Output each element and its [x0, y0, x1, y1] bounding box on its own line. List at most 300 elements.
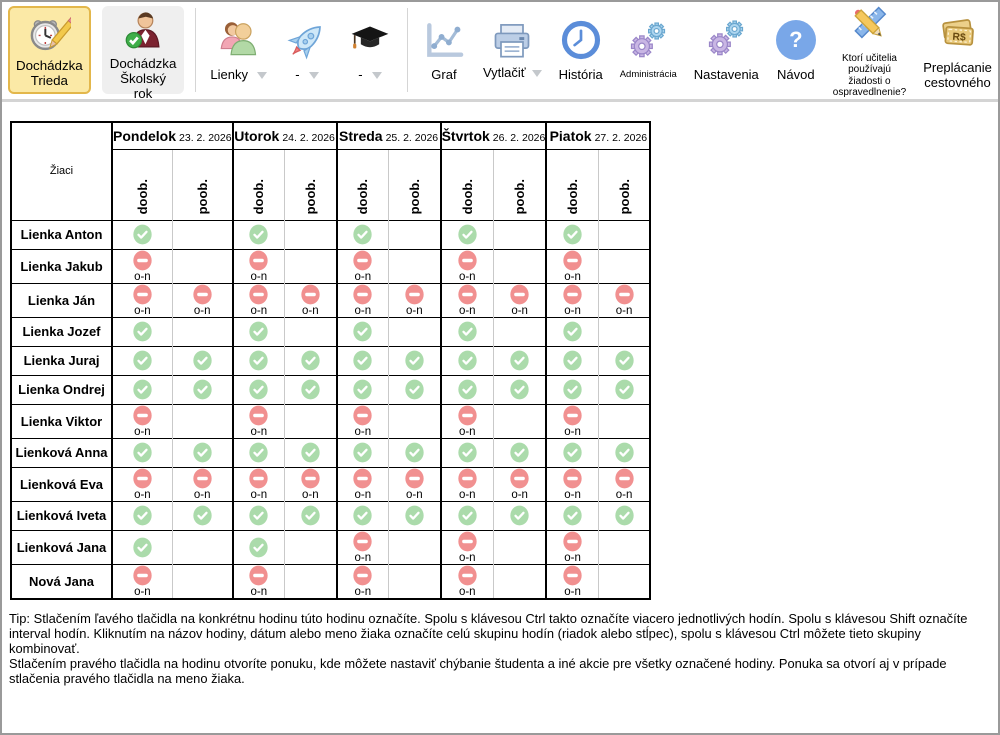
alarm-clock-pencil-icon	[27, 43, 71, 58]
attendance-cell[interactable]	[441, 220, 494, 249]
absence-type-label: o-n	[302, 304, 319, 317]
absence-type-label: o-n	[406, 488, 423, 501]
session-header-poob[interactable]: poob.	[493, 149, 546, 220]
attendance-cell[interactable]	[546, 283, 598, 317]
attendance-cell[interactable]	[441, 375, 494, 404]
absence-type-label: o-n	[406, 304, 423, 317]
student-row	[11, 220, 650, 249]
absent-icon	[248, 565, 269, 586]
present-icon	[132, 379, 153, 400]
absent-icon	[457, 531, 478, 552]
attendance-cell[interactable]	[389, 375, 441, 404]
session-header-doob[interactable]: doob.	[546, 149, 598, 220]
absence-type-label: o-n	[354, 270, 372, 283]
present-icon	[352, 321, 373, 342]
absence-type-label: o-n	[354, 585, 372, 598]
attendance-cell[interactable]	[172, 317, 232, 346]
present-icon	[457, 321, 478, 342]
absent-icon	[300, 468, 321, 489]
present-icon	[562, 321, 583, 342]
student-name[interactable]: Lienka Juraj	[11, 346, 112, 375]
present-icon	[132, 321, 153, 342]
attendance-cell[interactable]	[441, 467, 494, 501]
students-corner-label: Žiaci	[49, 165, 74, 178]
attendance-cell[interactable]	[285, 249, 337, 283]
absence-type-label: o-n	[250, 270, 268, 283]
student-name[interactable]: Lienka Viktor	[11, 404, 112, 438]
attendance-cell[interactable]	[441, 283, 494, 317]
absence-type-label: o-n	[250, 488, 268, 501]
attendance-cell[interactable]	[112, 375, 172, 404]
present-icon	[404, 379, 425, 400]
student-name[interactable]: Lienková Anna	[11, 438, 112, 467]
student-row	[11, 501, 650, 530]
attendance-cell[interactable]	[337, 375, 389, 404]
attendance-cell[interactable]	[337, 564, 389, 599]
attendance-cell[interactable]	[172, 467, 232, 501]
attendance-cell[interactable]	[112, 346, 172, 375]
attendance-cell[interactable]	[233, 220, 285, 249]
absence-type-label: o-n	[564, 585, 581, 598]
attendance-cell[interactable]	[389, 438, 441, 467]
student-name[interactable]: Lienka Jakub	[11, 249, 112, 283]
attendance-cell[interactable]	[112, 283, 172, 317]
attendance-cell[interactable]	[285, 501, 337, 530]
absent-icon	[192, 284, 213, 305]
attendance-cell[interactable]	[598, 467, 650, 501]
attendance-cell[interactable]	[389, 467, 441, 501]
attendance-cell[interactable]	[546, 346, 598, 375]
attendance-cell[interactable]	[546, 249, 598, 283]
absence-type-label: o-n	[564, 304, 581, 317]
session-header-poob[interactable]: poob.	[285, 149, 337, 220]
attendance-cell[interactable]	[233, 501, 285, 530]
present-icon	[352, 442, 373, 463]
attendance-cell[interactable]	[389, 530, 441, 564]
absence-type-label: o-n	[134, 304, 151, 317]
absent-icon	[614, 284, 635, 305]
present-icon	[300, 350, 321, 371]
ziadosti-button[interactable]	[830, 0, 909, 100]
graf-button[interactable]	[419, 14, 469, 85]
attendance-cell[interactable]	[441, 249, 494, 283]
absent-icon	[300, 284, 321, 305]
absence-type-label: o-n	[354, 551, 372, 564]
present-icon	[300, 379, 321, 400]
attendance-cell[interactable]	[285, 467, 337, 501]
attendance-cell[interactable]	[112, 220, 172, 249]
attendance-cell[interactable]	[389, 220, 441, 249]
attendance-cell[interactable]	[441, 317, 494, 346]
present-icon	[248, 537, 269, 558]
attendance-cell[interactable]	[337, 346, 389, 375]
absent-icon	[562, 405, 583, 426]
attendance-cell[interactable]	[337, 317, 389, 346]
attendance-cell[interactable]	[172, 220, 232, 249]
attendance-cell[interactable]	[337, 404, 389, 438]
day-header[interactable]: Piatok 27. 2. 2026	[546, 122, 650, 149]
attendance-cell[interactable]	[493, 530, 546, 564]
attendance-cell[interactable]	[389, 317, 441, 346]
present-icon	[192, 505, 213, 526]
present-icon	[509, 379, 530, 400]
attendance-cell[interactable]	[172, 530, 232, 564]
attendance-cell[interactable]	[389, 501, 441, 530]
class-dropdown[interactable]	[207, 14, 270, 85]
present-icon	[457, 379, 478, 400]
absence-type-label: o-n	[250, 425, 268, 438]
attendance-cell[interactable]	[546, 438, 598, 467]
absent-icon	[352, 405, 373, 426]
print-button[interactable]	[480, 16, 545, 83]
attendance-cell[interactable]	[598, 375, 650, 404]
attendance-cell[interactable]	[233, 346, 285, 375]
attendance-cell[interactable]	[441, 530, 494, 564]
student-name[interactable]: Lienka Ondrej	[11, 375, 112, 404]
absence-type-label: o-n	[250, 585, 268, 598]
present-icon	[352, 379, 373, 400]
history-clock-icon	[559, 16, 603, 64]
nastavenia-label: Nastavenia	[693, 67, 759, 83]
attendance-cell[interactable]	[546, 404, 598, 438]
attendance-cell[interactable]	[493, 220, 546, 249]
present-icon	[562, 224, 583, 245]
absence-type-label: o-n	[458, 551, 476, 564]
historia-button[interactable]	[556, 14, 606, 85]
attendance-cell[interactable]	[172, 564, 232, 599]
print-label: Vytlačiť	[482, 65, 526, 81]
graduation-cap-icon	[347, 16, 393, 64]
student-row	[11, 346, 650, 375]
attendance-cell[interactable]	[441, 404, 494, 438]
absent-icon	[457, 284, 478, 305]
attendance-cell[interactable]	[337, 220, 389, 249]
absence-type-label: o-n	[193, 304, 211, 317]
present-icon	[132, 224, 153, 245]
svg-text:R$: R$	[951, 31, 966, 44]
absent-icon	[132, 250, 153, 271]
ruler-pencil-icon	[846, 1, 892, 49]
filter2-dropdown[interactable]	[281, 14, 333, 85]
absence-type-label: o-n	[354, 304, 372, 317]
attendance-cell[interactable]	[546, 467, 598, 501]
attendance-cell[interactable]	[598, 346, 650, 375]
absence-type-label: o-n	[134, 585, 151, 598]
present-icon	[614, 379, 635, 400]
attendance-cell[interactable]	[389, 346, 441, 375]
attendance-cell[interactable]	[337, 467, 389, 501]
present-icon	[562, 442, 583, 463]
session-header-doob[interactable]: doob.	[441, 149, 494, 220]
attendance-cell[interactable]	[598, 530, 650, 564]
administracia-label: Administrácia	[619, 69, 677, 81]
present-icon	[300, 505, 321, 526]
attendance-cell[interactable]	[598, 501, 650, 530]
printer-icon	[490, 18, 534, 66]
nastavenia-button[interactable]	[691, 14, 762, 85]
attendance-cell[interactable]	[493, 346, 546, 375]
attendance-cell[interactable]	[493, 438, 546, 467]
attendance-cell[interactable]	[233, 404, 285, 438]
present-icon	[352, 224, 373, 245]
present-icon	[404, 505, 425, 526]
absent-icon	[562, 284, 583, 305]
question-icon: ?	[776, 16, 816, 64]
attendance-cell[interactable]	[233, 467, 285, 501]
student-name[interactable]: Lienková Eva	[11, 467, 112, 501]
historia-label: História	[558, 67, 603, 83]
attendance-cell[interactable]	[337, 438, 389, 467]
present-icon	[562, 350, 583, 371]
tip-paragraph: Stlačením pravého tlačidla na hodinu otvoríte ponuku, kde môžete nastaviť chýbanie študenta a iné akcie pre všetky označené hodiny. Ponuka sa otvorí aj v prípade stlačenia pravého tlačidla na meno žiaka.	[9, 655, 947, 686]
attendance-cell[interactable]	[233, 438, 285, 467]
absent-icon	[132, 405, 153, 426]
attendance-cell[interactable]	[112, 564, 172, 599]
session-header-doob[interactable]: doob.	[112, 149, 172, 220]
attendance-cell[interactable]	[389, 564, 441, 599]
tab-dochadzka-skolsky-rok[interactable]	[102, 6, 185, 101]
attendance-cell[interactable]	[598, 283, 650, 317]
present-icon	[248, 224, 269, 245]
session-header-poob[interactable]: poob.	[389, 149, 441, 220]
attendance-cell[interactable]	[441, 346, 494, 375]
attendance-cell[interactable]	[389, 283, 441, 317]
attendance-cell[interactable]	[546, 501, 598, 530]
absent-icon	[352, 565, 373, 586]
absent-icon	[132, 565, 153, 586]
attendance-cell[interactable]	[493, 283, 546, 317]
absence-type-label: o-n	[458, 270, 476, 283]
attendance-cell[interactable]	[172, 404, 232, 438]
attendance-cell[interactable]	[493, 404, 546, 438]
administracia-button[interactable]	[617, 16, 680, 83]
present-icon	[509, 442, 530, 463]
toolbar-separator	[407, 8, 408, 92]
tickets-icon	[935, 9, 981, 57]
attendance-cell[interactable]	[112, 530, 172, 564]
absent-icon	[457, 565, 478, 586]
present-icon	[192, 350, 213, 371]
session-header-poob[interactable]: poob.	[172, 149, 232, 220]
present-icon	[192, 442, 213, 463]
student-row	[11, 317, 650, 346]
day-header[interactable]: Utorok 24. 2. 2026	[233, 122, 337, 149]
absence-type-label: o-n	[134, 270, 151, 283]
navod-button[interactable]	[773, 14, 819, 85]
present-icon	[404, 350, 425, 371]
present-icon	[352, 505, 373, 526]
attendance-cell[interactable]	[441, 564, 494, 599]
student-name[interactable]: Nová Jana	[11, 564, 112, 599]
absent-icon	[248, 250, 269, 271]
student-name[interactable]: Lienková Iveta	[11, 501, 112, 530]
present-icon	[248, 321, 269, 342]
attendance-cell[interactable]	[337, 249, 389, 283]
attendance-cell[interactable]	[598, 564, 650, 599]
present-icon	[248, 505, 269, 526]
attendance-cell[interactable]	[598, 249, 650, 283]
absence-type-label: o-n	[134, 488, 151, 501]
absence-type-label: o-n	[511, 304, 528, 317]
student-name[interactable]: Lienková Jana	[11, 530, 112, 564]
attendance-cell[interactable]	[598, 404, 650, 438]
student-name[interactable]: Lienka Ján	[11, 283, 112, 317]
filter3-dropdown[interactable]	[344, 14, 396, 85]
attendance-cell[interactable]	[546, 317, 598, 346]
attendance-cell[interactable]	[233, 564, 285, 599]
present-icon	[614, 442, 635, 463]
present-icon	[457, 350, 478, 371]
attendance-cell[interactable]	[546, 564, 598, 599]
attendance-cell[interactable]	[172, 283, 232, 317]
present-icon	[509, 505, 530, 526]
absence-type-label: o-n	[354, 488, 372, 501]
present-icon	[132, 505, 153, 526]
attendance-cell[interactable]	[233, 530, 285, 564]
attendance-cell[interactable]	[285, 404, 337, 438]
tip-text	[9, 611, 992, 686]
attendance-cell[interactable]	[493, 467, 546, 501]
student-name[interactable]: Lienka Anton	[11, 220, 112, 249]
absent-icon	[248, 405, 269, 426]
absence-type-label: o-n	[458, 304, 476, 317]
tab-label-line: Dochádzka	[16, 58, 83, 73]
attendance-cell[interactable]	[112, 317, 172, 346]
attendance-cell[interactable]	[233, 283, 285, 317]
student-row	[11, 530, 650, 564]
absence-type-label: o-n	[302, 488, 319, 501]
present-icon	[614, 505, 635, 526]
present-icon	[457, 505, 478, 526]
attendance-cell[interactable]	[285, 375, 337, 404]
attendance-cell[interactable]	[285, 283, 337, 317]
attendance-cell[interactable]	[546, 375, 598, 404]
attendance-cell[interactable]	[337, 283, 389, 317]
attendance-cell[interactable]	[233, 375, 285, 404]
present-icon	[509, 350, 530, 371]
toolbar-separator	[195, 8, 196, 92]
absence-type-label: o-n	[354, 425, 372, 438]
people-icon	[216, 16, 262, 64]
preplacanie-label: Preplácanie cestovného	[923, 59, 992, 90]
attendance-cell[interactable]	[546, 220, 598, 249]
attendance-cell[interactable]	[172, 249, 232, 283]
session-header-doob[interactable]: doob.	[337, 149, 389, 220]
student-name[interactable]: Lienka Jozef	[11, 317, 112, 346]
absence-type-label: o-n	[564, 551, 581, 564]
day-header[interactable]: Streda 25. 2. 2026	[337, 122, 441, 149]
tab-dochadzka-trieda[interactable]	[8, 6, 91, 94]
student-row	[11, 283, 650, 317]
chevron-down-icon	[257, 72, 267, 79]
attendance-table	[10, 121, 651, 600]
attendance-cell[interactable]	[598, 317, 650, 346]
attendance-cell[interactable]	[285, 346, 337, 375]
absence-type-label: o-n	[458, 585, 476, 598]
absent-icon	[457, 405, 478, 426]
attendance-cell[interactable]	[546, 530, 598, 564]
attendance-cell[interactable]	[337, 501, 389, 530]
rocket-icon	[284, 16, 330, 64]
attendance-cell[interactable]	[285, 317, 337, 346]
present-icon	[192, 379, 213, 400]
attendance-cell[interactable]	[493, 249, 546, 283]
absent-icon	[192, 468, 213, 489]
session-header-poob[interactable]: poob.	[598, 149, 650, 220]
attendance-cell[interactable]	[172, 346, 232, 375]
absent-icon	[562, 565, 583, 586]
present-icon	[132, 350, 153, 371]
absent-icon	[248, 468, 269, 489]
absent-icon	[562, 531, 583, 552]
attendance-cell[interactable]	[233, 317, 285, 346]
attendance-cell[interactable]	[172, 438, 232, 467]
class-dropdown-label: Lienky	[210, 67, 248, 83]
attendance-cell[interactable]	[285, 220, 337, 249]
absent-icon	[352, 531, 373, 552]
attendance-cell[interactable]	[389, 249, 441, 283]
chart-icon	[422, 16, 466, 64]
attendance-cell[interactable]	[112, 404, 172, 438]
present-icon	[614, 350, 635, 371]
attendance-cell[interactable]	[112, 467, 172, 501]
chevron-down-icon	[309, 72, 319, 79]
session-header-doob[interactable]: doob.	[233, 149, 285, 220]
present-icon	[562, 505, 583, 526]
attendance-cell[interactable]	[172, 501, 232, 530]
absence-type-label: o-n	[250, 304, 268, 317]
student-row	[11, 564, 650, 599]
attendance-cell[interactable]	[493, 375, 546, 404]
absent-icon	[404, 468, 425, 489]
graf-label: Graf	[431, 67, 457, 83]
absent-icon	[352, 284, 373, 305]
present-icon	[300, 442, 321, 463]
attendance-cell[interactable]	[493, 564, 546, 599]
chevron-down-icon	[372, 72, 382, 79]
attendance-cell[interactable]	[493, 501, 546, 530]
present-icon	[457, 224, 478, 245]
attendance-cell[interactable]	[112, 501, 172, 530]
attendance-cell[interactable]	[285, 564, 337, 599]
attendance-cell[interactable]	[172, 375, 232, 404]
attendance-cell[interactable]	[598, 438, 650, 467]
absence-type-label: o-n	[511, 488, 528, 501]
attendance-cell[interactable]	[337, 530, 389, 564]
tab-label-line: Školský rok	[120, 70, 166, 101]
attendance-cell[interactable]	[441, 438, 494, 467]
attendance-cell[interactable]	[285, 530, 337, 564]
absent-icon	[248, 284, 269, 305]
absent-icon	[562, 468, 583, 489]
absence-type-label: o-n	[564, 488, 581, 501]
attendance-cell[interactable]	[285, 438, 337, 467]
attendance-cell[interactable]	[493, 317, 546, 346]
attendance-cell[interactable]	[598, 220, 650, 249]
person-check-icon	[121, 41, 165, 56]
filter3-dropdown-label: -	[358, 67, 363, 83]
attendance-cell[interactable]	[112, 438, 172, 467]
student-row	[11, 467, 650, 501]
attendance-cell[interactable]	[112, 249, 172, 283]
preplacanie-button[interactable]	[920, 7, 995, 92]
day-header[interactable]: Pondelok 23. 2. 2026	[112, 122, 233, 149]
attendance-cell[interactable]	[441, 501, 494, 530]
day-header[interactable]: Štvrtok 26. 2. 2026	[441, 122, 547, 149]
absence-type-label: o-n	[615, 304, 633, 317]
attendance-cell[interactable]	[389, 404, 441, 438]
attendance-cell[interactable]	[233, 249, 285, 283]
